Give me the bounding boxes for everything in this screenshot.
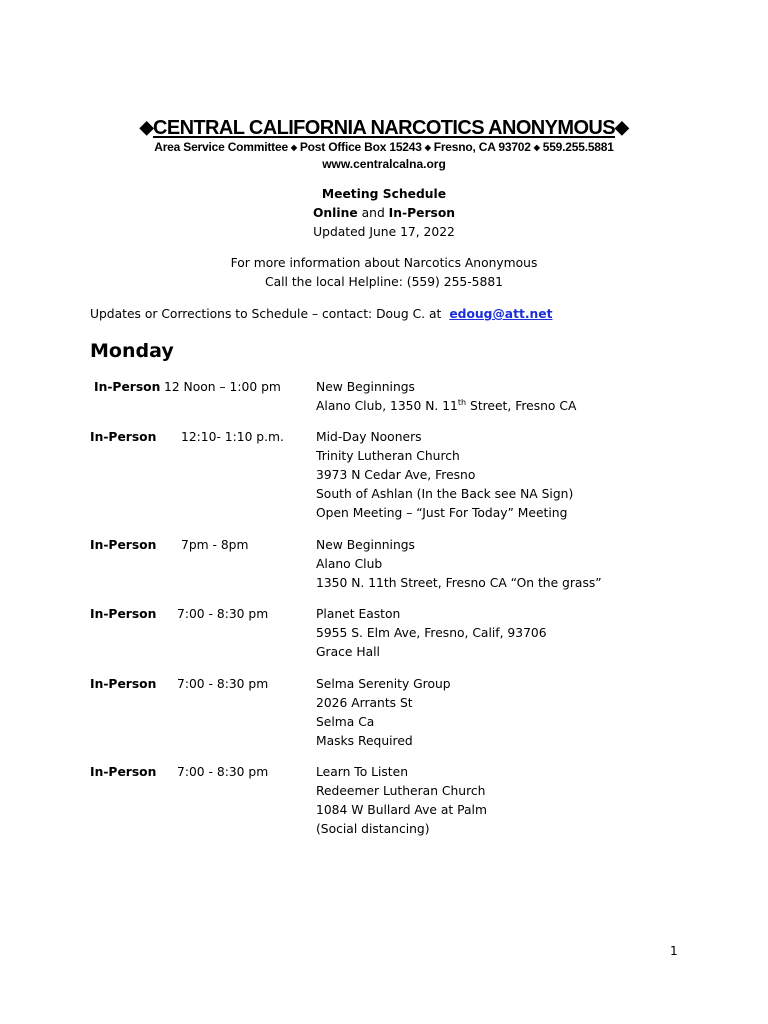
org-address — [0, 139, 768, 157]
meeting-time: 7:00 - 8:30 pm — [177, 677, 269, 691]
org-title-text: CENTRAL CALIFORNIA NARCOTICS ANONYMOUS — [152, 117, 615, 139]
meeting-type: In-Person — [94, 380, 161, 394]
meeting-type: In-Person — [90, 607, 157, 621]
meeting-details — [316, 536, 602, 593]
meeting-time: 12:10- 1:10 p.m. — [181, 430, 284, 444]
schedule-heading — [0, 185, 768, 204]
meeting-line: (Social distancing) — [316, 822, 430, 836]
diamond-right-icon: ◆ — [615, 117, 629, 137]
meeting-details — [316, 428, 573, 523]
meeting-type: In-Person — [90, 430, 157, 444]
meeting-line: Selma Serenity Group — [316, 677, 451, 691]
org-title — [0, 114, 768, 142]
meeting-line: 3973 N Cedar Ave, Fresno — [316, 468, 476, 482]
meeting-line: 1084 W Bullard Ave at Palm — [316, 803, 487, 817]
meeting-address — [316, 397, 576, 416]
address-committee: Area Service Committee — [154, 140, 288, 154]
meeting-line: Redeemer Lutheran Church — [316, 784, 486, 798]
address-part: Alano Club, 1350 N. 11 — [316, 399, 458, 413]
meeting-details — [316, 675, 451, 751]
inperson-label: In-Person — [388, 206, 456, 220]
address-phone: 559.255.5881 — [542, 140, 614, 154]
meeting-line: Learn To Listen — [316, 765, 408, 779]
schedule-heading-text: Meeting Schedule — [321, 187, 447, 201]
meeting-line: Trinity Lutheran Church — [316, 449, 460, 463]
separator-icon: ◆ — [424, 143, 431, 152]
separator-icon: ◆ — [290, 143, 297, 152]
meeting-line: Alano Club — [316, 557, 383, 571]
contact-email-link[interactable]: edoug@att.net — [449, 307, 553, 321]
meeting-type: In-Person — [90, 677, 157, 691]
meeting-name: New Beginnings — [316, 380, 415, 394]
diamond-left-icon: ◆ — [139, 117, 153, 137]
meeting-time: 7:00 - 8:30 pm — [177, 765, 269, 779]
address-sup: th — [457, 397, 467, 407]
meeting-line: New Beginnings — [316, 538, 415, 552]
meeting-line: Grace Hall — [316, 645, 380, 659]
address-city: Fresno, CA 93702 — [433, 140, 531, 154]
meeting-details — [316, 763, 487, 839]
address-part: Street, Fresno CA — [466, 399, 577, 413]
meeting-time: 7:00 - 8:30 pm — [177, 607, 269, 621]
org-website[interactable]: www.centralcalna.org — [322, 157, 446, 171]
meeting-time: 12 Noon – 1:00 pm — [164, 380, 281, 394]
meeting-line: Mid-Day Nooners — [316, 430, 422, 444]
updates-text: Updates or Corrections to Schedule – contact: Doug C. at — [90, 307, 442, 321]
address-po-box: Post Office Box 15243 — [299, 140, 422, 154]
meeting-type: In-Person — [90, 765, 157, 779]
meeting-details — [316, 605, 547, 662]
meeting-line: Masks Required — [316, 734, 413, 748]
day-heading: Monday — [90, 340, 174, 362]
helpline-number: Call the local Helpline: (559) 255-5881 — [265, 275, 503, 289]
meeting-line: Open Meeting – “Just For Today” Meeting — [316, 506, 568, 520]
and-text: and — [361, 206, 385, 220]
meeting-time: 7pm - 8pm — [181, 538, 249, 552]
meeting-line: Selma Ca — [316, 715, 375, 729]
page-number: 1 — [670, 944, 678, 958]
meeting-details — [316, 378, 576, 416]
meeting-type: In-Person — [90, 538, 157, 552]
meeting-line: 5955 S. Elm Ave, Fresno, Calif, 93706 — [316, 626, 547, 640]
online-label: Online — [312, 206, 358, 220]
updates-contact — [90, 305, 552, 324]
meeting-line: 2026 Arrants St — [316, 696, 413, 710]
schedule-updated: Updated June 17, 2022 — [313, 225, 455, 239]
meeting-line: South of Ashlan (In the Back see NA Sign) — [316, 487, 574, 501]
separator-icon: ◆ — [533, 143, 540, 152]
schedule-mode — [0, 204, 768, 223]
helpline-info: For more information about Narcotics Anonymous — [230, 256, 538, 270]
meeting-line: Planet Easton — [316, 607, 401, 621]
meeting-line: 1350 N. 11th Street, Fresno CA “On the grass” — [316, 576, 602, 590]
